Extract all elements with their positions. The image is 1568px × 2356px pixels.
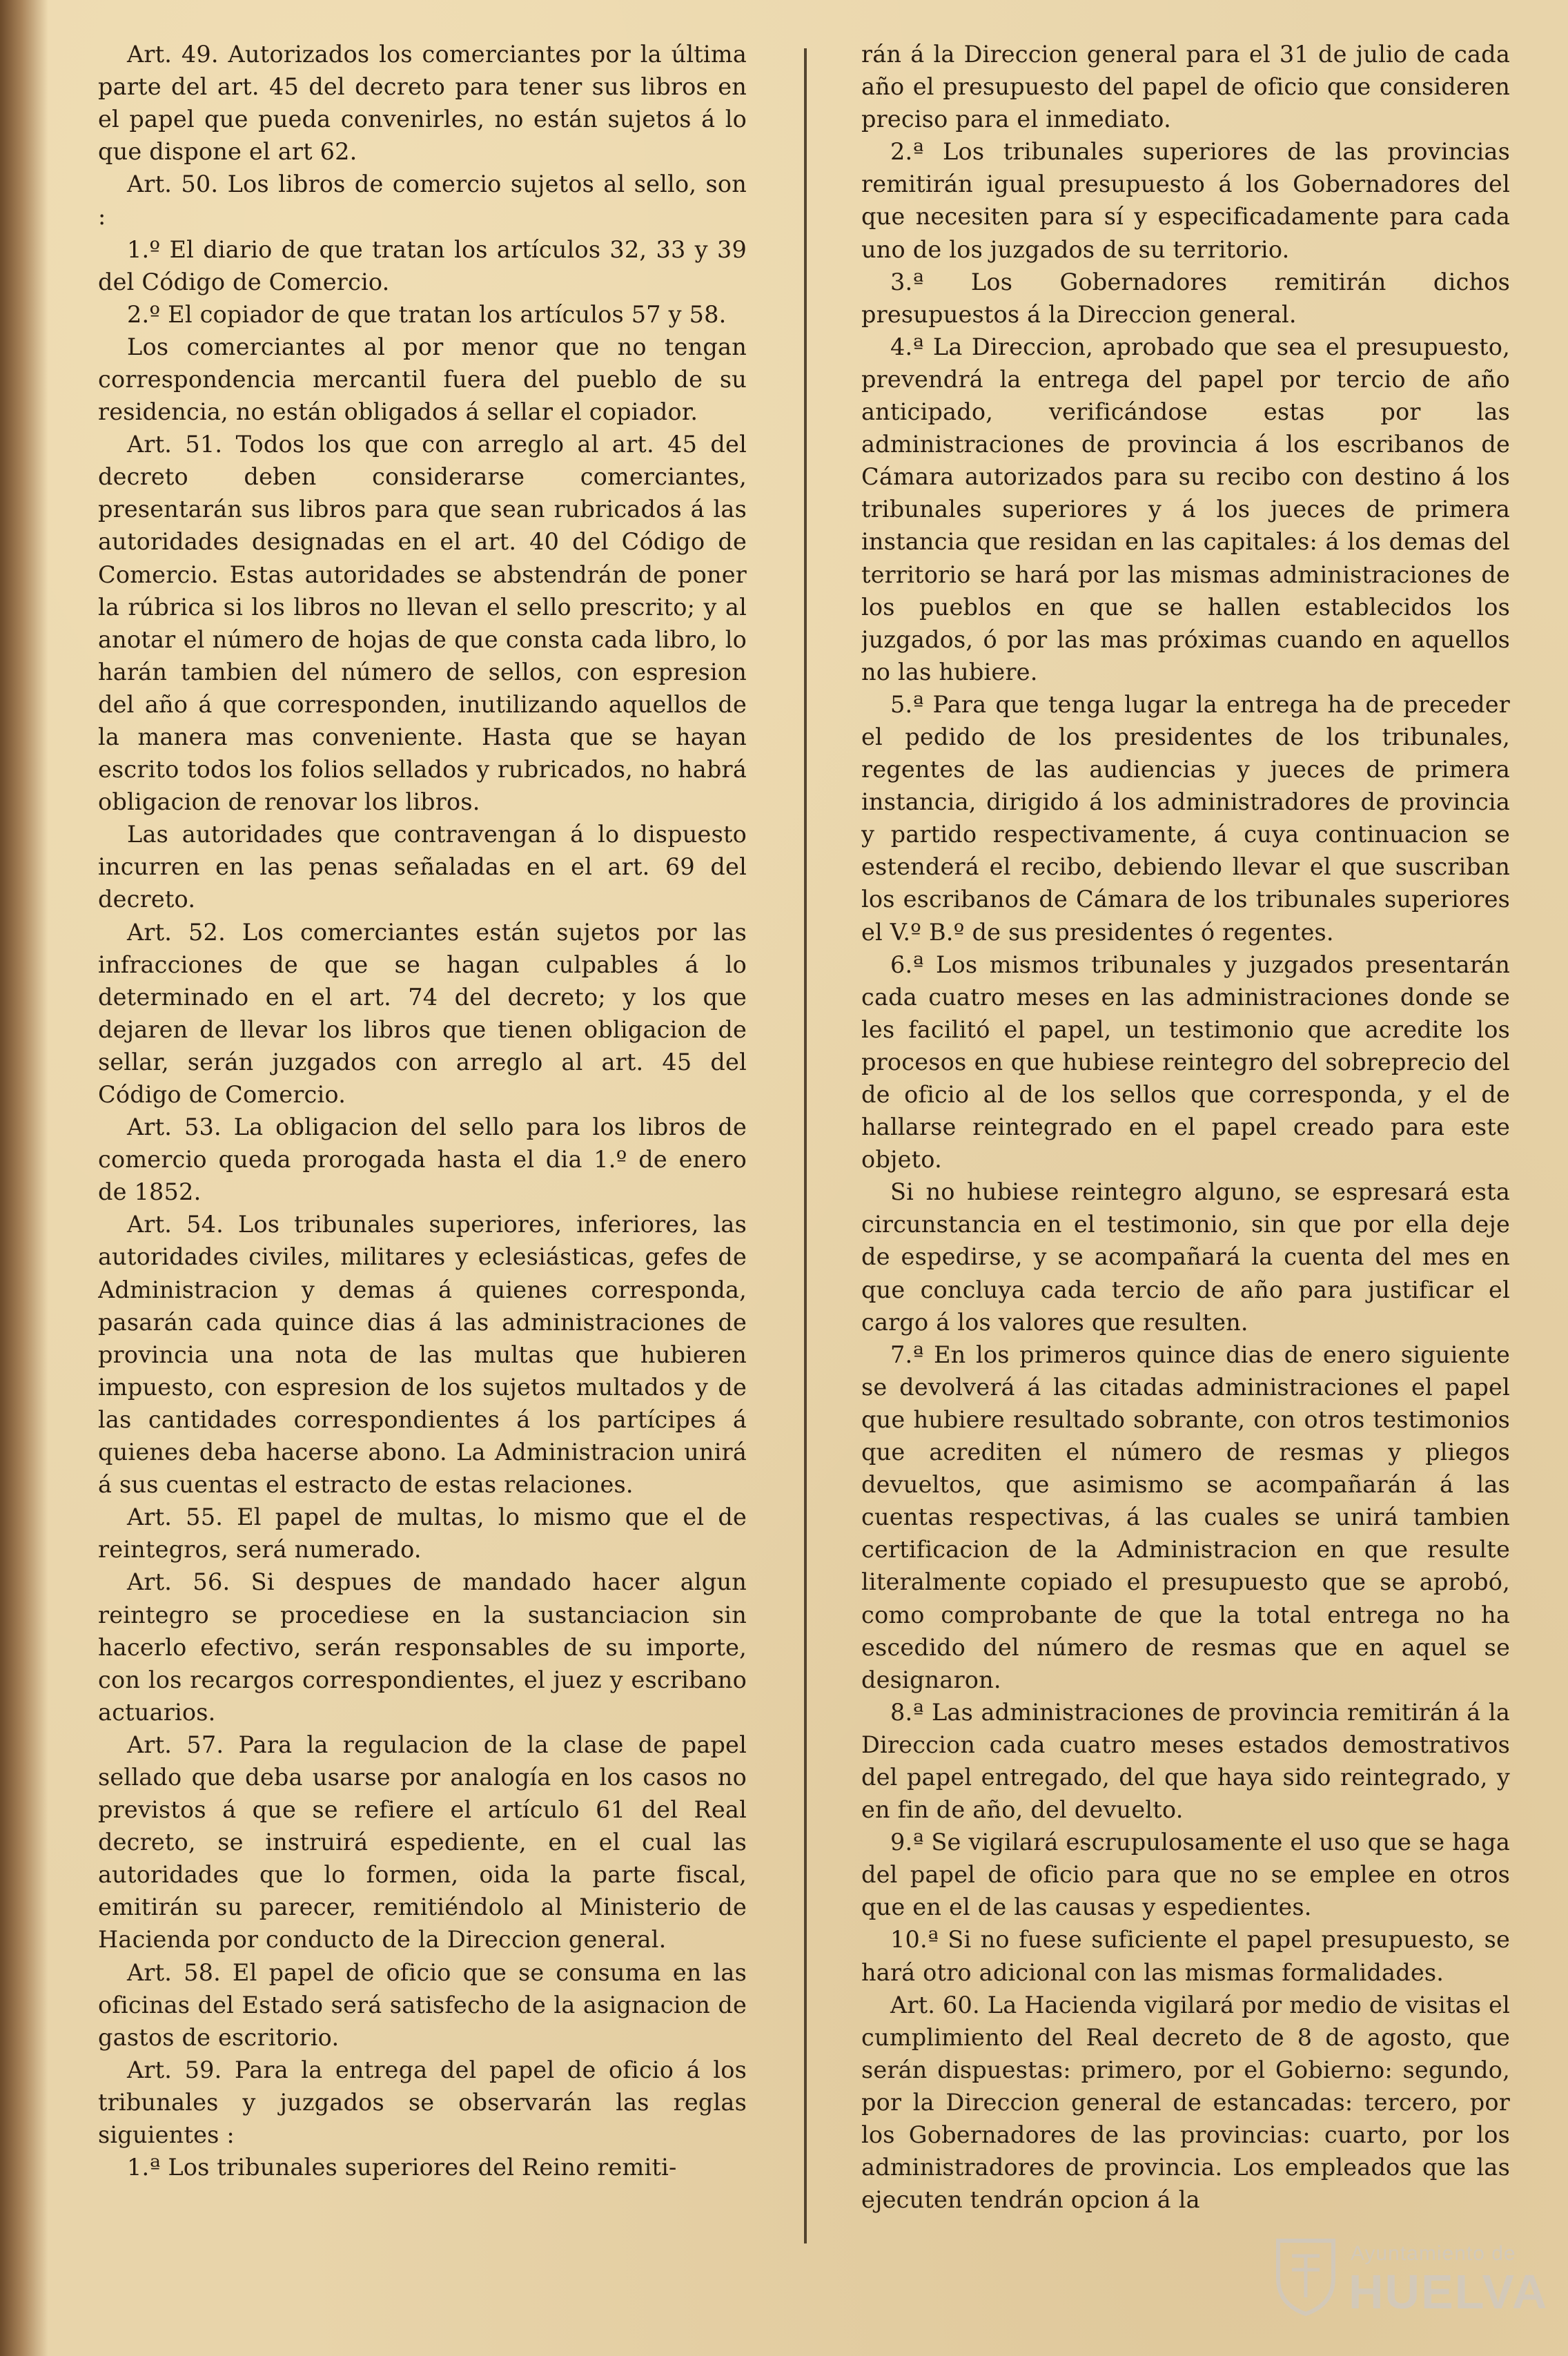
paragraph: Art. 55. El papel de multas, lo mismo que el de reintegros, será numerado.	[98, 1503, 747, 1564]
paragraph: 2.ª Los tribunales superiores de las provincias remitirán igual presupuesto á los Gobernadores del que necesiten para sí y especificadamente para cada uno de los juzgados de su territorio.	[861, 138, 1510, 263]
paragraph: Art. 60. La Hacienda vigilará por medio de visitas el cumplimiento del Real decreto de 8 de agosto, que serán dispuestas: primero, por el Gobierno: segundo, por la Direccion general de estancadas: tercero, por los Gobernadores de las provincias: cuarto, por los administradores de provincia. Los empleados que las ejecuten tendrán opcion á la	[861, 1991, 1510, 2214]
paragraph: Art. 53. La obligacion del sello para los libros de comercio queda prorogada hasta el dia 1.º de enero de 1852.	[98, 1113, 747, 1206]
paragraph: Art. 51. Todos los que con arreglo al art. 45 del decreto deben considerarse comerciantes, presentarán sus libros para que sean rubricados á las autoridades designadas en el art. 40 del Código de Comercio. Estas autoridades se abstendrán de poner la rúbrica si los libros no llevan el sello prescrito; y al anotar el número de hojas de que consta cada libro, lo harán tambien del número de sellos, con espresion del año á que corresponden, inutilizando aquellos de la manera mas conveniente. Hasta que se hayan escrito todos los folios sellados y rubricados, no habrá obligacion de renovar los libros.	[98, 431, 747, 816]
watermark-line1: Ayuntamiento de	[1351, 2242, 1516, 2265]
archive-watermark	[1271, 2235, 1549, 2319]
paragraph: Art. 50. Los libros de comercio sujetos al sello, son :	[98, 171, 747, 231]
paragraph: 9.ª Se vigilará escrupulosamente el uso que se haga del papel de oficio para que no se emplee en otros que en el de las causas y espedientes.	[861, 1829, 1510, 1921]
paragraph: Si no hubiese reintegro alguno, se espresará esta circunstancia en el testimonio, sin que por ella deje de espedirse, y se acompañará la cuenta del mes en que concluya cada tercio de año para justificar el cargo á los valores que resulten.	[861, 1178, 1510, 1336]
paragraph: Art. 59. Para la entrega del papel de oficio á los tribunales y juzgados se observarán las reglas siguientes :	[98, 2056, 747, 2148]
shield-crest-icon	[1271, 2235, 1340, 2317]
paragraph: Los comerciantes al por menor que no tengan correspondencia mercantil fuera del pueblo de su residencia, no están obligados á sellar el copiador.	[98, 333, 747, 426]
paragraph: 2.º El copiador de que tratan los artículos 57 y 58.	[127, 300, 727, 328]
paragraph: Art. 56. Si despues de mandado hacer algun reintegro se procediese en la sustanciacion sin hacerlo efectivo, serán responsables de su importe, con los recargos correspondientes, el juez y escribano actuarios.	[98, 1568, 747, 1726]
paragraph: 7.ª En los primeros quince dias de enero siguiente se devolverá á las citadas administraciones el papel que hubiere resultado sobrante, con otros testimonios que acrediten el número de resmas y pliegos devueltos, que asimismo se acompañarán á las cuentas respectivas, á las cuales se unirá tambien certificacion de la Administracion en que resulte literalmente copiado el presupuesto que se aprobó, como comprobante de que la total entrega no ha escedido del número de resmas que en aquel se designaron.	[861, 1341, 1510, 1693]
paragraph: rán á la Direccion general para el 31 de julio de cada año el presupuesto del papel de oficio que consideren preciso para el inmediato.	[861, 41, 1510, 133]
paragraph: 8.ª Las administraciones de provincia remitirán á la Direccion cada cuatro meses estados demostrativos del papel entregado, del que haya sido reintegrado, y en fin de año, del devuelto.	[861, 1698, 1510, 1824]
paragraph: 1.º El diario de que tratan los artículos 32, 33 y 39 del Código de Comercio.	[98, 235, 747, 295]
column-divider	[804, 48, 807, 2243]
page-binding-edge	[0, 0, 48, 2356]
paragraph: Art. 49. Autorizados los comerciantes por la última parte del art. 45 del decreto para tener sus libros en el papel que pueda convenirles, no están sujetos á lo que dispone el art 62.	[98, 41, 747, 166]
paragraph: 6.ª Los mismos tribunales y juzgados presentarán cada cuatro meses en las administraciones donde se les facilitó el papel, un testimonio que acredite los procesos en que hubiese reintegro del sobreprecio del de oficio al de los sellos que corresponda, y el de hallarse reintegrado en el papel creado para este objeto.	[861, 951, 1510, 1174]
paragraph: Art. 54. Los tribunales superiores, inferiores, las autoridades civiles, militares y eclesiásticas, gefes de Administracion y demas á quienes corresponda, pasarán cada quince dias á las administraciones de provincia una nota de las multas que hubieren impuesto, con espresion de los sujetos multados y de las cantidades correspondientes á los partícipes á quienes deba hacerse abono. La Administracion unirá á sus cuentas el estracto de estas relaciones.	[98, 1211, 747, 1499]
paragraph: 1.ª Los tribunales superiores del Reino remiti-	[127, 2154, 677, 2181]
paragraph: 10.ª Si no fuese suficiente el papel presupuesto, se hará otro adicional con las mismas formalidades.	[861, 1926, 1510, 1986]
paragraph: 5.ª Para que tenga lugar la entrega ha de preceder el pedido de los presidentes de los tribunales, regentes de las audiencias y jueces de primera instancia, dirigido á los administradores de provincia y partido respectivamente, á cuya continuacion se estenderá el recibo, debiendo llevar el que suscriban los escribanos de Cámara de los tribunales superiores el V.º B.º de sus presidentes ó regentes.	[861, 690, 1510, 946]
left-text-column	[98, 38, 747, 2316]
paragraph: Art. 52. Los comerciantes están sujetos por las infracciones de que se hagan culpables á lo determinado en el art. 74 del decreto; y los que dejaren de llevar los libros que tienen obligacion de sellar, serán juzgados con arreglo al art. 45 del Código de Comercio.	[98, 918, 747, 1108]
paragraph: 3.ª Los Gobernadores remitirán dichos presupuestos á la Direccion general.	[861, 268, 1510, 328]
right-text-column	[861, 38, 1510, 2316]
paragraph: Art. 57. Para la regulacion de la clase de papel sellado que deba usarse por analogía en los casos no previstos á que se refiere el artículo 61 del Real decreto, se instruirá espediente, en el cual las autoridades que lo formen, oida la parte fiscal, emitirán su parecer, remitiéndolo al Ministerio de Hacienda por conducto de la Direccion general.	[98, 1731, 747, 1954]
paragraph: Las autoridades que contravengan á lo dispuesto incurren en las penas señaladas en el art. 69 del decreto.	[98, 821, 747, 913]
paragraph: 4.ª La Direccion, aprobado que sea el presupuesto, prevendrá la entrega del papel por tercio de año anticipado, verificándose estas por las administraciones de provincia á los escribanos de Cámara autorizados para su recibo con destino á los tribunales superiores y á los jueces de primera instancia que residan en las capitales: á los demas del territorio se hará por las mismas administraciones de los pueblos en que se hallen establecidos los juzgados, ó por las mas próximas cuando en aquellos no las hubiere.	[861, 333, 1510, 685]
watermark-line2: HUELVA	[1349, 2265, 1549, 2319]
paragraph: Art. 58. El papel de oficio que se consuma en las oficinas del Estado será satisfecho de la asignacion de gastos de escritorio.	[98, 1958, 747, 2051]
